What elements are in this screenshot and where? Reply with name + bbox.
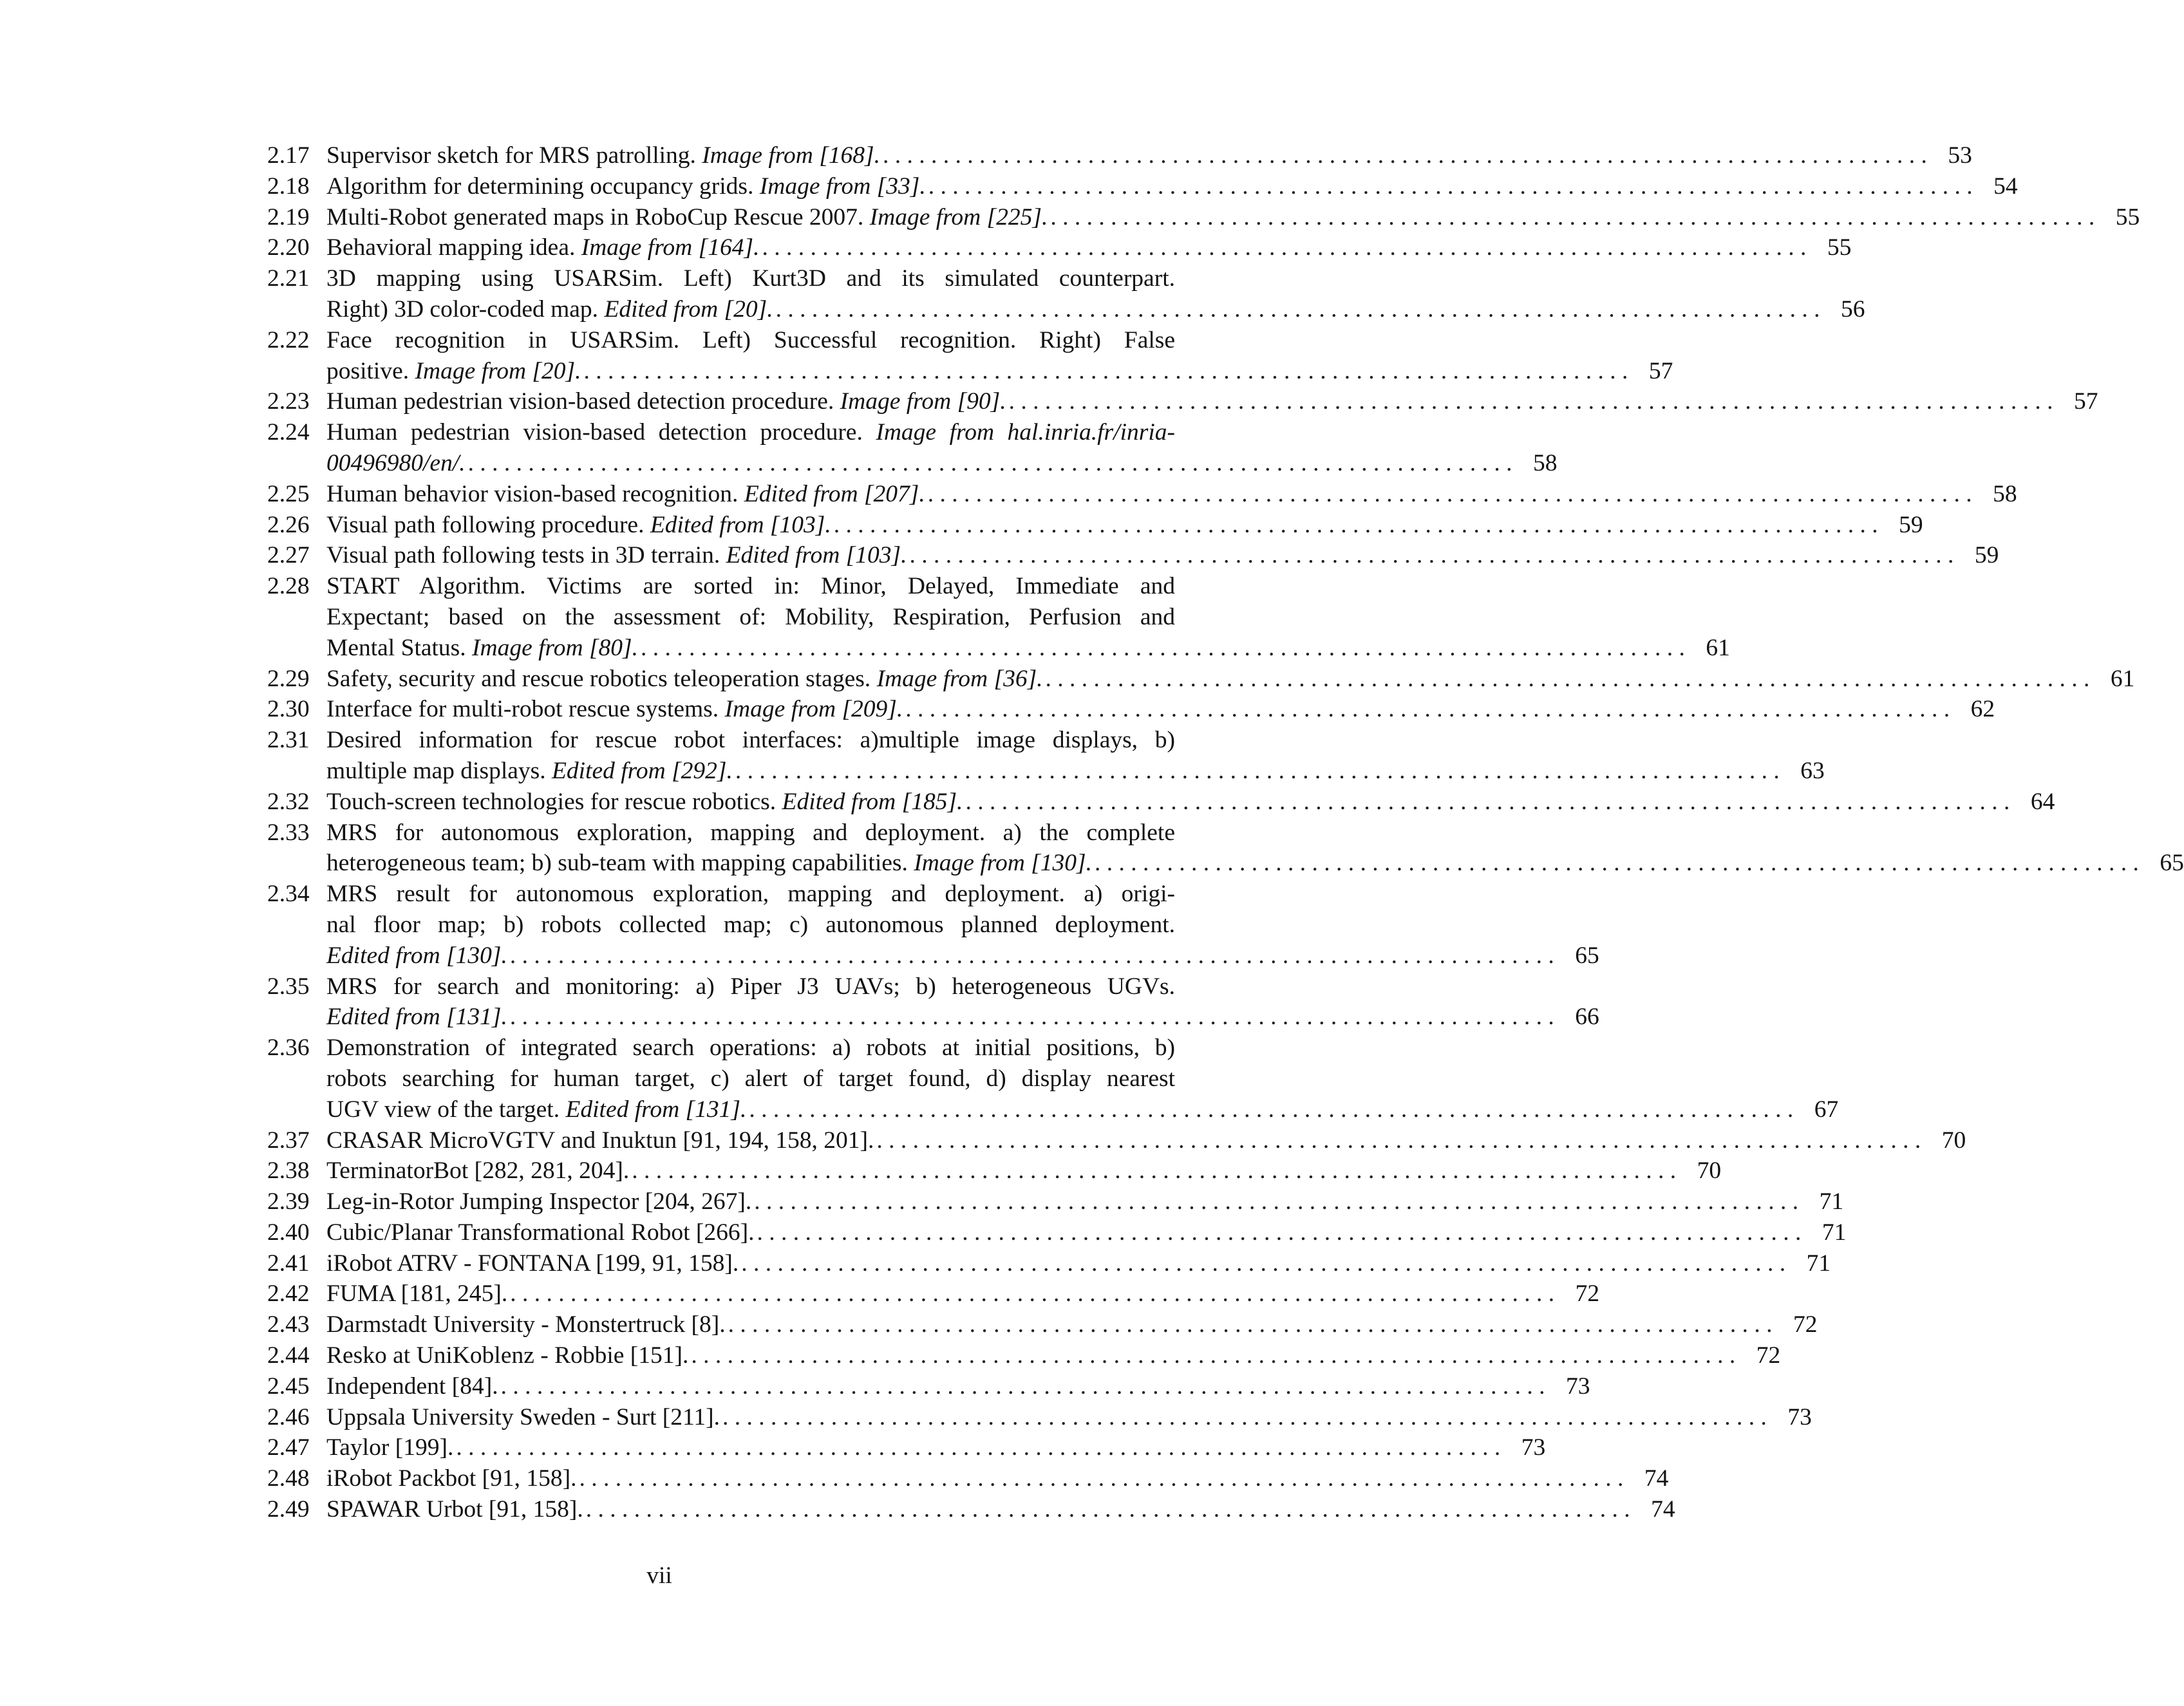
- dot-leader: . . . . . . . . . . . . . . . . . . . . . . . . . . . . . . . . . . . . . . . . . . . . . . . . . . . . . . . . . . . . . . . . . . . . . . . . . . . . . . . . . . . . . . .: [928, 173, 1973, 200]
- figure-entry[interactable]: [267, 1402, 1812, 1433]
- dot-leader: . . . . . . . . . . . . . . . . . . . . . . . . . . . . . . . . . . . . . . . . . . . . . . . . . . . . . . . . . . . . . . . . . . . . . . . . . . . . . . . . . . . . . . .: [641, 634, 1685, 661]
- caption-source: Edited from [131].: [565, 1096, 747, 1123]
- figure-entry[interactable]: [267, 263, 1865, 325]
- caption-source: Edited from [130].: [326, 942, 507, 969]
- figure-entry[interactable]: [267, 386, 2098, 417]
- caption-line: [326, 479, 2017, 510]
- figure-number: 2.29: [267, 665, 310, 692]
- caption-text: multiple map displays. Edited from [292].: [326, 757, 733, 784]
- figure-number: 2.42: [267, 1280, 310, 1308]
- caption-source: Edited from [131].: [326, 1004, 507, 1031]
- caption-line: [326, 1309, 1818, 1340]
- page-ref[interactable]: 57: [1648, 357, 1673, 384]
- dot-leader: . . . . . . . . . . . . . . . . . . . . . . . . . . . . . . . . . . . . . . . . . . . . . . . . . . . . . . . . . . . . . . . . . . . . . . . . . . . . . . . . . . . . . . .: [500, 1373, 1545, 1400]
- caption-source: Edited from [292].: [551, 757, 733, 784]
- caption-text: SPAWAR Urbot [91, 158].: [326, 1496, 583, 1523]
- figure-number: 2.48: [267, 1465, 310, 1492]
- figure-entry[interactable]: [267, 664, 2135, 695]
- dot-leader: . . . . . . . . . . . . . . . . . . . . . . . . . . . . . . . . . . . . . . . . . . . . . . . . . . . . . . . . . . . . . . . . . . . . . . . . . . . . . . . . . . . . . . .: [754, 1188, 1799, 1215]
- caption-line: [326, 971, 1175, 1002]
- dot-leader: . . . . . . . . . . . . . . . . . . . . . . . . . . . . . . . . . . . . . . . . . . . . . . . . . . . . . . . . . . . . . . . . . . . . . . . . . . . . . . . . . . . . . . .: [749, 1096, 1794, 1123]
- caption-text: Desired information for rescue robot interfaces: a)multiple image displays, b): [326, 727, 1175, 754]
- caption-line: [326, 1033, 1175, 1064]
- dot-leader: . . . . . . . . . . . . . . . . . . . . . . . . . . . . . . . . . . . . . . . . . . . . . . . . . . . . . . . . . . . . . . . . . . . . . . . . . . . . . . . . . . . . . . .: [905, 696, 1950, 723]
- page-ref[interactable]: 61: [1706, 634, 1730, 661]
- list-of-figures: [267, 140, 2184, 1525]
- figure-entry[interactable]: [267, 725, 1825, 787]
- figure-entry[interactable]: [267, 171, 2018, 202]
- caption-text: Safety, security and rescue robotics teleoperation stages. Image from [36].: [326, 665, 1043, 692]
- caption-source: Edited from [207].: [744, 480, 925, 507]
- figure-number: 2.20: [267, 234, 310, 261]
- caption-line: [326, 1494, 1675, 1525]
- dot-leader: . . . . . . . . . . . . . . . . . . . . . . . . . . . . . . . . . . . . . . . . . . . . . . . . . . . . . . . . . . . . . . . . . . . . . . . . . . . . . . . . . . . . . . .: [585, 1496, 1630, 1523]
- caption-source: Edited from [185].: [782, 788, 963, 815]
- dot-leader: . . . . . . . . . . . . . . . . . . . . . . . . . . . . . . . . . . . . . . . . . . . . . . . . . . . . . . . . . . . . . . . . . . . . . . . . . . . . . . . . . . . . . . .: [728, 1311, 1773, 1338]
- dot-leader: . . . . . . . . . . . . . . . . . . . . . . . . . . . . . . . . . . . . . . . . . . . . . . . . . . . . . . . . . . . . . . . . . . . . . . . . . . . . . . . . . . . . . . .: [509, 942, 1554, 969]
- caption-text: robots searching for human target, c) alert of target found, d) display nearest: [326, 1065, 1175, 1092]
- page-ref[interactable]: 65: [2160, 850, 2184, 877]
- page-ref[interactable]: 72: [1756, 1342, 1781, 1369]
- figure-number: 2.41: [267, 1250, 310, 1277]
- caption-text: heterogeneous team; b) sub-team with mapping capabilities. Image from [130].: [326, 850, 1092, 877]
- figure-number: 2.28: [267, 573, 310, 600]
- figure-number: 2.31: [267, 727, 310, 754]
- caption-text: [326, 1002, 507, 1033]
- page-ref[interactable]: 58: [1532, 449, 1558, 476]
- dot-leader: . . . . . . . . . . . . . . . . . . . . . . . . . . . . . . . . . . . . . . . . . . . . . . . . . . . . . . . . . . . . . . . . . . . . . . . . . . . . . . . . . . . . . . .: [579, 1465, 1624, 1492]
- figure-entry[interactable]: [267, 1156, 1722, 1186]
- dot-leader: . . . . . . . . . . . . . . . . . . . . . . . . . . . . . . . . . . . . . . . . . . . . . . . . . . . . . . . . . . . . . . . . . . . . . . . . . . . . . . . . . . . . . . .: [883, 142, 1927, 169]
- dot-leader: . . . . . . . . . . . . . . . . . . . . . . . . . . . . . . . . . . . . . . . . . . . . . . . . . . . . . . . . . . . . . . . . . . . . . . . . . . . . . . . . . . . . . . .: [1045, 665, 2090, 692]
- page-ref[interactable]: 71: [1806, 1250, 1831, 1277]
- caption-text: UGV view of the target. Edited from [131].: [326, 1096, 747, 1123]
- figure-number: 2.21: [267, 265, 310, 292]
- dot-leader: . . . . . . . . . . . . . . . . . . . . . . . . . . . . . . . . . . . . . . . . . . . . . . . . . . . . . . . . . . . . . . . . . . . . . . . . . . . . . . . . . . . . . . .: [762, 234, 1807, 261]
- caption-text: Supervisor sketch for MRS patrolling. Image from [168].: [326, 142, 881, 169]
- caption-text: Expectant; based on the assessment of: Mobility, Respiration, Perfusion and: [326, 603, 1175, 630]
- page-ref[interactable]: 74: [1644, 1465, 1669, 1492]
- caption-source: Image from [130].: [914, 850, 1092, 877]
- dot-leader: . . . . . . . . . . . . . . . . . . . . . . . . . . . . . . . . . . . . . . . . . . . . . . . . . . . . . . . . . . . . . . . . . . . . . . . . . . . . . . . . . . . . . . .: [632, 1158, 1677, 1185]
- caption-line: [326, 1248, 1831, 1279]
- caption-text: Human behavior vision-based recognition. Edited from [207].: [326, 480, 925, 507]
- page-ref[interactable]: 59: [1974, 542, 1999, 569]
- caption-line: [326, 171, 2018, 202]
- figure-entry[interactable]: [267, 879, 1599, 971]
- caption-line: [326, 571, 1175, 602]
- caption-line: [326, 848, 2184, 879]
- caption-line: [326, 1125, 1966, 1156]
- dot-leader: . . . . . . . . . . . . . . . . . . . . . . . . . . . . . . . . . . . . . . . . . . . . . . . . . . . . . . . . . . . . . . . . . . . . . . . . . . . . . . . . . . . . . . .: [456, 1434, 1501, 1461]
- page-ref[interactable]: 72: [1793, 1311, 1818, 1338]
- caption-text: [326, 941, 507, 971]
- figure-number: 2.25: [267, 480, 310, 507]
- caption-line: [326, 263, 1175, 294]
- caption-text: [326, 448, 466, 479]
- page-ref[interactable]: 56: [1840, 295, 1865, 323]
- caption-line: [326, 510, 1923, 541]
- caption-line: [326, 1279, 1600, 1309]
- figure-entry[interactable]: [267, 1217, 1847, 1248]
- caption-text: Behavioral mapping idea. Image from [164].: [326, 234, 760, 261]
- figure-entry[interactable]: [267, 971, 1599, 1033]
- figure-entry[interactable]: [267, 232, 1852, 263]
- dot-leader: . . . . . . . . . . . . . . . . . . . . . . . . . . . . . . . . . . . . . . . . . . . . . . . . . . . . . . . . . . . . . . . . . . . . . . . . . . . . . . . . . . . . . . .: [833, 511, 1878, 538]
- caption-line: [326, 694, 1995, 725]
- page-ref[interactable]: 70: [1941, 1127, 1966, 1154]
- figure-entry[interactable]: [267, 540, 1999, 571]
- caption-text: FUMA [181, 245].: [326, 1280, 508, 1308]
- caption-text: START Algorithm. Victims are sorted in: Minor, Delayed, Immediate and: [326, 573, 1175, 600]
- figure-number: 2.47: [267, 1434, 310, 1461]
- page-ref[interactable]: 58: [1993, 480, 2017, 507]
- figure-entry[interactable]: [267, 694, 1995, 725]
- dot-leader: . . . . . . . . . . . . . . . . . . . . . . . . . . . . . . . . . . . . . . . . . . . . . . . . . . . . . . . . . . . . . . . . . . . . . . . . . . . . . . . . . . . . . . .: [741, 1250, 1786, 1277]
- caption-text: iRobot ATRV - FONTANA [199, 91, 158].: [326, 1250, 739, 1277]
- dot-leader: . . . . . . . . . . . . . . . . . . . . . . . . . . . . . . . . . . . . . . . . . . . . . . . . . . . . . . . . . . . . . . . . . . . . . . . . . . . . . . . . . . . . . . .: [722, 1403, 1767, 1430]
- figure-number: 2.37: [267, 1127, 310, 1154]
- caption-line: [326, 1002, 1599, 1033]
- caption-source: Edited from [103].: [726, 542, 907, 569]
- page-number: vii: [646, 1562, 672, 1589]
- figure-number: 2.17: [267, 142, 310, 169]
- figure-entry[interactable]: [267, 1279, 1600, 1309]
- caption-text: Human pedestrian vision-based detection procedure. Image from [90].: [326, 388, 1006, 415]
- caption-line: [326, 1340, 1781, 1371]
- caption-line: [326, 1432, 1546, 1463]
- figure-number: 2.46: [267, 1403, 310, 1430]
- dot-leader: . . . . . . . . . . . . . . . . . . . . . . . . . . . . . . . . . . . . . . . . . . . . . . . . . . . . . . . . . . . . . . . . . . . . . . . . . . . . . . . . . . . . . . .: [583, 357, 1628, 384]
- dot-leader: . . . . . . . . . . . . . . . . . . . . . . . . . . . . . . . . . . . . . . . . . . . . . . . . . . . . . . . . . . . . . . . . . . . . . . . . . . . . . . . . . . . . . . .: [1094, 850, 2139, 877]
- caption-line: [326, 879, 1175, 910]
- figure-entry[interactable]: [267, 1248, 1831, 1279]
- caption-line: [326, 756, 1825, 787]
- page-ref[interactable]: 64: [2030, 788, 2055, 815]
- caption-line: [326, 202, 2140, 233]
- figure-number: 2.22: [267, 326, 310, 353]
- figure-number: 2.18: [267, 173, 310, 200]
- figure-entry[interactable]: [267, 1125, 1966, 1156]
- caption-text: iRobot Packbot [91, 158].: [326, 1465, 577, 1492]
- figure-entry[interactable]: [267, 787, 2055, 818]
- caption-text: Resko at UniKoblenz - Robbie [151].: [326, 1342, 689, 1369]
- caption-source: Edited from [103].: [650, 511, 831, 538]
- figure-number: 2.26: [267, 511, 310, 538]
- caption-text: Uppsala University Sweden - Surt [211].: [326, 1403, 720, 1430]
- figure-number: 2.24: [267, 419, 310, 446]
- caption-text: TerminatorBot [282, 281, 204].: [326, 1158, 630, 1185]
- caption-source: Edited from [20].: [604, 295, 773, 323]
- caption-line: [326, 386, 2098, 417]
- dot-leader: . . . . . . . . . . . . . . . . . . . . . . . . . . . . . . . . . . . . . . . . . . . . . . . . . . . . . . . . . . . . . . . . . . . . . . . . . . . . . . . . . . . . . . .: [1008, 388, 2053, 415]
- figure-entry[interactable]: [267, 325, 1673, 387]
- page-ref[interactable]: 71: [1819, 1188, 1844, 1215]
- page-ref[interactable]: 73: [1521, 1434, 1546, 1461]
- caption-line: [326, 1463, 1669, 1494]
- caption-line: [326, 232, 1852, 263]
- caption-text: Demonstration of integrated search operations: a) robots at initial positions, b): [326, 1035, 1175, 1062]
- caption-text: Interface for multi-robot rescue systems. Image from [209].: [326, 696, 903, 723]
- dot-leader: . . . . . . . . . . . . . . . . . . . . . . . . . . . . . . . . . . . . . . . . . . . . . . . . . . . . . . . . . . . . . . . . . . . . . . . . . . . . . . . . . . . . . . .: [691, 1342, 1736, 1369]
- page-ref[interactable]: 65: [1575, 942, 1599, 969]
- dot-leader: . . . . . . . . . . . . . . . . . . . . . . . . . . . . . . . . . . . . . . . . . . . . . . . . . . . . . . . . . . . . . . . . . . . . . . . . . . . . . . . . . . . . . . .: [467, 449, 1512, 476]
- caption-source: Image from [36].: [876, 665, 1043, 692]
- caption-source: Image from [164].: [581, 234, 760, 261]
- page-ref[interactable]: 62: [1970, 696, 1995, 723]
- page-ref[interactable]: 66: [1575, 1004, 1599, 1031]
- caption-source: Image from [209].: [724, 696, 903, 723]
- figure-number: 2.27: [267, 542, 310, 569]
- caption-text: Darmstadt University - Monstertruck [8].: [326, 1311, 726, 1338]
- dot-leader: . . . . . . . . . . . . . . . . . . . . . . . . . . . . . . . . . . . . . . . . . . . . . . . . . . . . . . . . . . . . . . . . . . . . . . . . . . . . . . . . . . . . . . .: [509, 1004, 1554, 1031]
- figure-entry[interactable]: [267, 510, 1923, 541]
- caption-line: [326, 1064, 1175, 1094]
- figure-entry[interactable]: [267, 571, 1730, 663]
- figure-entry[interactable]: [267, 479, 2017, 510]
- figure-entry[interactable]: [267, 417, 1558, 479]
- dot-leader: . . . . . . . . . . . . . . . . . . . . . . . . . . . . . . . . . . . . . . . . . . . . . . . . . . . . . . . . . . . . . . . . . . . . . . . . . . . . . . . . . . . . . . .: [876, 1127, 1921, 1154]
- page-ref[interactable]: 54: [1993, 173, 2018, 200]
- figure-number: 2.44: [267, 1342, 310, 1369]
- figure-entry[interactable]: [267, 1033, 1839, 1125]
- caption-text: Algorithm for determining occupancy grids. Image from [33].: [326, 173, 926, 200]
- figure-entry[interactable]: [267, 1494, 1675, 1525]
- caption-text: Leg-in-Rotor Jumping Inspector [204, 267].: [326, 1188, 752, 1215]
- caption-text: MRS for autonomous exploration, mapping and deployment. a) the complete: [326, 819, 1175, 846]
- dot-leader: . . . . . . . . . . . . . . . . . . . . . . . . . . . . . . . . . . . . . . . . . . . . . . . . . . . . . . . . . . . . . . . . . . . . . . . . . . . . . . . . . . . . . . .: [757, 1219, 1802, 1246]
- caption-text: Face recognition in USARSim. Left) Successful recognition. Right) False: [326, 326, 1175, 353]
- page-ref[interactable]: 61: [2110, 665, 2135, 692]
- dot-leader: . . . . . . . . . . . . . . . . . . . . . . . . . . . . . . . . . . . . . . . . . . . . . . . . . . . . . . . . . . . . . . . . . . . . . . . . . . . . . . . . . . . . . . .: [510, 1280, 1555, 1308]
- figure-entry[interactable]: [267, 1186, 1844, 1217]
- caption-source: Image from [225].: [869, 203, 1048, 230]
- caption-text: Visual path following procedure. Edited from [103].: [326, 511, 831, 538]
- caption-text: CRASAR MicroVGTV and Inuktun [91, 194, 158, 201].: [326, 1127, 874, 1154]
- caption-source: Image from [90].: [840, 388, 1006, 415]
- caption-text: 3D mapping using USARSim. Left) Kurt3D and its simulated counterpart.: [326, 265, 1175, 292]
- caption-line: [326, 540, 1999, 571]
- caption-source: Image from [168].: [702, 142, 881, 169]
- figure-number: 2.36: [267, 1035, 310, 1062]
- caption-text: Mental Status. Image from [80].: [326, 634, 639, 661]
- figure-entry[interactable]: [267, 140, 1972, 171]
- figure-number: 2.49: [267, 1496, 310, 1523]
- figure-number: 2.39: [267, 1188, 310, 1215]
- caption-text: MRS result for autonomous exploration, mapping and deployment. a) origi-: [326, 881, 1175, 908]
- caption-line: [326, 140, 1972, 171]
- caption-line: [326, 1186, 1844, 1217]
- caption-line: [326, 1371, 1590, 1402]
- caption-line: [326, 633, 1730, 664]
- page-ref[interactable]: 74: [1651, 1496, 1675, 1523]
- caption-source: Image from hal.inria.fr/inria-: [876, 419, 1175, 446]
- caption-text: Independent [84].: [326, 1373, 498, 1400]
- page-ref[interactable]: 53: [1948, 142, 1972, 169]
- figure-number: 2.45: [267, 1373, 310, 1400]
- caption-line: [326, 818, 1175, 848]
- caption-text: Multi-Robot generated maps in RoboCup Rescue 2007. Image from [225].: [326, 203, 1048, 230]
- caption-line: [326, 417, 1175, 448]
- figure-entry[interactable]: [267, 818, 2184, 879]
- figure-number: 2.23: [267, 388, 310, 415]
- dot-leader: . . . . . . . . . . . . . . . . . . . . . . . . . . . . . . . . . . . . . . . . . . . . . . . . . . . . . . . . . . . . . . . . . . . . . . . . . . . . . . . . . . . . . . .: [909, 542, 1954, 569]
- caption-text: Cubic/Planar Transformational Robot [266].: [326, 1219, 755, 1246]
- caption-line: [326, 1094, 1839, 1125]
- page-ref[interactable]: 55: [2115, 203, 2140, 230]
- caption-text: MRS for search and monitoring: a) Piper J3 UAVs; b) heterogeneous UGVs.: [326, 973, 1175, 1000]
- figure-entry[interactable]: [267, 1309, 1818, 1340]
- page-ref[interactable]: 59: [1899, 511, 1923, 538]
- page-ref[interactable]: 70: [1697, 1158, 1722, 1185]
- page-ref[interactable]: 67: [1814, 1096, 1839, 1123]
- page-ref[interactable]: 72: [1575, 1280, 1600, 1308]
- caption-text: positive. Image from [20].: [326, 357, 581, 384]
- caption-line: [326, 664, 2135, 695]
- caption-text: Human pedestrian vision-based detection procedure. Image from hal.inria.fr/inria-: [326, 419, 1175, 446]
- figure-entry[interactable]: [267, 1463, 1669, 1494]
- dot-leader: . . . . . . . . . . . . . . . . . . . . . . . . . . . . . . . . . . . . . . . . . . . . . . . . . . . . . . . . . . . . . . . . . . . . . . . . . . . . . . . . . . . . . . .: [927, 480, 1972, 507]
- caption-line: [326, 294, 1865, 325]
- caption-line: [326, 910, 1175, 941]
- dot-leader: . . . . . . . . . . . . . . . . . . . . . . . . . . . . . . . . . . . . . . . . . . . . . . . . . . . . . . . . . . . . . . . . . . . . . . . . . . . . . . . . . . . . . . .: [775, 295, 1820, 323]
- caption-text: Visual path following tests in 3D terrain. Edited from [103].: [326, 542, 907, 569]
- figure-number: 2.35: [267, 973, 310, 1000]
- page-ref[interactable]: 63: [1800, 757, 1825, 784]
- caption-source: Image from [20].: [415, 357, 581, 384]
- figure-entry[interactable]: [267, 1371, 1590, 1402]
- caption-line: [326, 1156, 1722, 1186]
- figure-number: 2.33: [267, 819, 310, 846]
- page-ref[interactable]: 55: [1827, 234, 1852, 261]
- caption-line: [326, 356, 1673, 387]
- caption-text: Right) 3D color-coded map. Edited from [20].: [326, 295, 773, 323]
- caption-text: Taylor [199].: [326, 1434, 454, 1461]
- page-ref[interactable]: 73: [1787, 1403, 1812, 1430]
- page-ref[interactable]: 57: [2074, 388, 2098, 415]
- figure-number: 2.30: [267, 696, 310, 723]
- figure-entry[interactable]: [267, 1432, 1546, 1463]
- page-ref[interactable]: 73: [1565, 1373, 1590, 1400]
- dot-leader: . . . . . . . . . . . . . . . . . . . . . . . . . . . . . . . . . . . . . . . . . . . . . . . . . . . . . . . . . . . . . . . . . . . . . . . . . . . . . . . . . . . . . . .: [735, 757, 1780, 784]
- figure-number: 2.40: [267, 1219, 310, 1246]
- figure-number: 2.34: [267, 881, 310, 908]
- page-ref[interactable]: 71: [1822, 1219, 1847, 1246]
- caption-line: [326, 1217, 1847, 1248]
- caption-source: Image from [80].: [472, 634, 639, 661]
- caption-text: Touch-screen technologies for rescue robotics. Edited from [185].: [326, 788, 963, 815]
- caption-line: [326, 448, 1558, 479]
- figure-entry[interactable]: [267, 202, 2140, 233]
- caption-line: [326, 725, 1175, 756]
- dot-leader: . . . . . . . . . . . . . . . . . . . . . . . . . . . . . . . . . . . . . . . . . . . . . . . . . . . . . . . . . . . . . . . . . . . . . . . . . . . . . . . . . . . . . . .: [1050, 203, 2095, 230]
- figure-number: 2.38: [267, 1158, 310, 1185]
- figure-number: 2.19: [267, 203, 310, 230]
- caption-line: [326, 602, 1175, 633]
- caption-source: 00496980/en/.: [326, 449, 466, 476]
- caption-line: [326, 941, 1599, 971]
- caption-line: [326, 787, 2055, 818]
- caption-source: Image from [33].: [759, 173, 926, 200]
- figure-number: 2.43: [267, 1311, 310, 1338]
- dot-leader: . . . . . . . . . . . . . . . . . . . . . . . . . . . . . . . . . . . . . . . . . . . . . . . . . . . . . . . . . . . . . . . . . . . . . . . . . . . . . . . . . . . . . . .: [965, 788, 2010, 815]
- caption-text: nal floor map; b) robots collected map; c) autonomous planned deployment.: [326, 911, 1175, 938]
- caption-line: [326, 325, 1175, 356]
- caption-line: [326, 1402, 1812, 1433]
- figure-entry[interactable]: [267, 1340, 1781, 1371]
- figure-number: 2.32: [267, 788, 310, 815]
